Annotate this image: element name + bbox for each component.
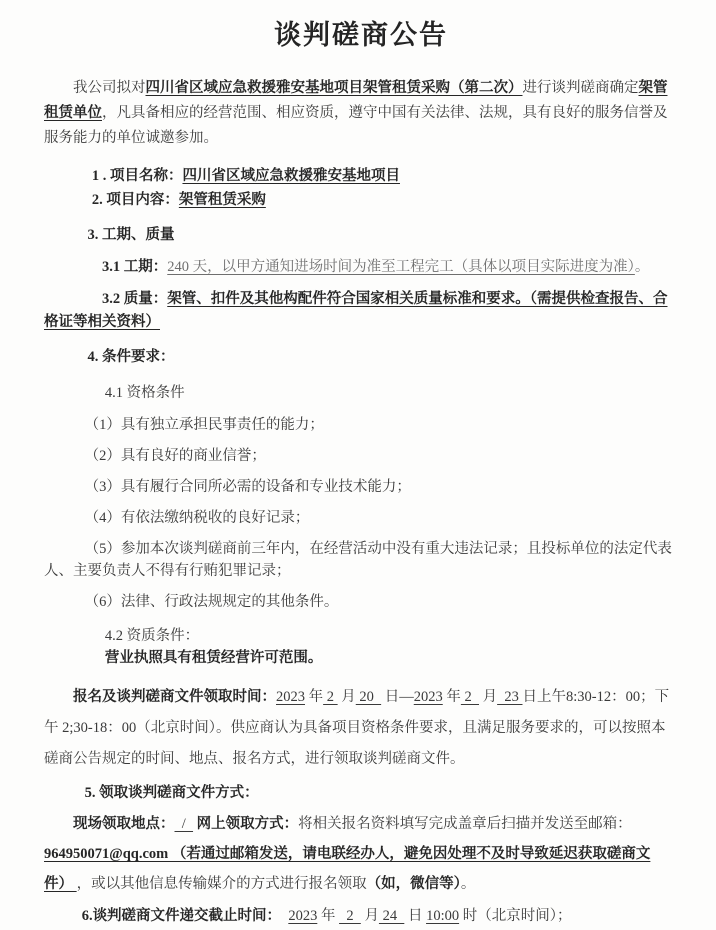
condition-item: （6）法律、行政法规规定的其他条件。 [84,594,339,610]
condition-item: （5）参加本次谈判磋商前三年内，在经营活动中没有重大违法记录；且投标单位的法定代表人、主要负责人不得有行贿犯罪记录； [44,541,672,579]
intro-paragraph [44,76,678,151]
onsite-label: 现场领取地点： [73,816,175,832]
quality-value: 架管、扣件及其他构配件符合国家相关质量标准和要求。（需提供检查报告、合格证等相关资料） [44,291,668,330]
credential-value: 营业执照具有租赁经营许可范围。 [104,650,323,666]
project-name-row [44,164,678,188]
signup-year2-blank: 2023 [413,689,443,705]
signup-time-details: 8:30-12：00；下午 2;30-18：00（北京时间）。供应商认为具备项目资格条件要求，且满足服务要求的，可以按照本磋商公告规定的时间、地点、报名方式，进行领取谈判磋商文件。 [44,689,670,767]
condition-item: （2）具有良好的商业信誉； [84,448,266,464]
document-title: 谈判磋商公告 [274,20,448,50]
online-label: 网上领取方式： [193,816,299,832]
project-content-row [44,188,678,212]
deadline-label: 6.谈判磋商文件递交截止时间： [81,908,282,924]
schedule-quality-heading: 3. 工期、质量 [87,227,175,243]
credential-heading: 4.2 资质条件： [104,628,200,644]
condition-item: （4）有依法缴纳税收的良好记录； [84,510,310,526]
condition-item: （3）具有履行合同所必需的设备和专业技术能力； [84,479,411,495]
signup-time-label: 报名及谈判磋商文件领取时间： [73,689,276,705]
deadline-year-blank: 2023 [288,908,318,924]
duration-label: 3.1 工期： [102,259,168,275]
project-name-value: 四川省区域应急救援雅安基地项目 [182,168,400,184]
signup-year1-blank: 2023 [276,689,305,705]
signup-time-paragraph: 报名及谈判磋商文件领取时间：2023 年 2 月 20 日—2023 年 2 月 23 日上午8:30-12：00；下午 2;30-18：00（北京时间）。供应商认为具备项目资格条件要求，且满足服务要求的，可以按照本磋商公告规定的时间、地点、报名方式，进行领取谈判磋商文件。 [44,689,670,767]
deadline-month-blank: 2 [339,908,361,924]
quality-row [44,288,678,334]
intro-project-name: 四川省区域应急救援雅安基地项目架管租赁采购（第二次） [145,80,523,96]
onsite-blank: / [174,816,194,832]
obtain-method-heading: 5. 领取谈判磋商文件方式： [84,785,259,801]
online-desc: 将相关报名资料填写完成盖章后扫描并发送至邮箱： [298,816,632,832]
duration-row [44,256,678,279]
signup-month2-blank: 2 [460,689,479,705]
quality-label: 3.2 质量： [102,291,168,307]
intro-unit: 架管租赁单位 [44,80,668,121]
email-and-note: 964950071@qq.com （若通过邮箱发送，请电联经办人，避免因处理不及时导致延迟获取磋商文件） [44,846,651,892]
obtain-method-paragraph: 现场领取地点： / 网上领取方式：将相关报名资料填写完成盖章后扫描并发送至邮箱：964950071@qq.com （若通过邮箱发送，请电联经办人，避免因处理不及时导致延迟获取磋商文件） ，或以其他信息传输媒介的方式进行报名领取（如，微信等）。 [44,816,651,892]
deadline-paragraph: 6.谈判磋商文件递交截止时间： 2023 年 2 月 24 日 10:00 时（北京时间）； [81,908,572,924]
intro-rest: ，凡具备相应的经营范围、相应资质，遵守中国有关法律、法规，具有良好的服务信誉及服务能力的单位诚邀参加。 [44,105,668,146]
intro-mid: 进行谈判磋商确定 [522,80,639,96]
project-content-value: 架管租赁采购 [178,192,266,208]
duration-tail: 。 [634,259,650,275]
requirements-heading: 4. 条件要求： [87,349,175,365]
wechat-note: （如，微信等） [366,876,461,892]
qualification-heading: 4.1 资格条件 [104,385,185,401]
project-content-label: 2. 项目内容： [91,192,179,208]
project-name-label: 1 . 项目名称： [91,168,183,184]
signup-day1-blank: 20 [355,689,382,705]
duration-value: 240 天，以甲方通知进场时间为准至工程完工（具体以项目实际进度为准） [167,259,635,275]
deadline-time-blank: 10:00 [426,908,460,924]
signup-month1-blank: 2 [323,689,338,705]
signup-day2-blank: 23 [497,689,523,705]
condition-item: （1）具有独立承担民事责任的能力； [84,417,324,433]
deadline-day-blank: 24 [378,908,405,924]
intro-lead: 我公司拟对 [73,80,146,96]
